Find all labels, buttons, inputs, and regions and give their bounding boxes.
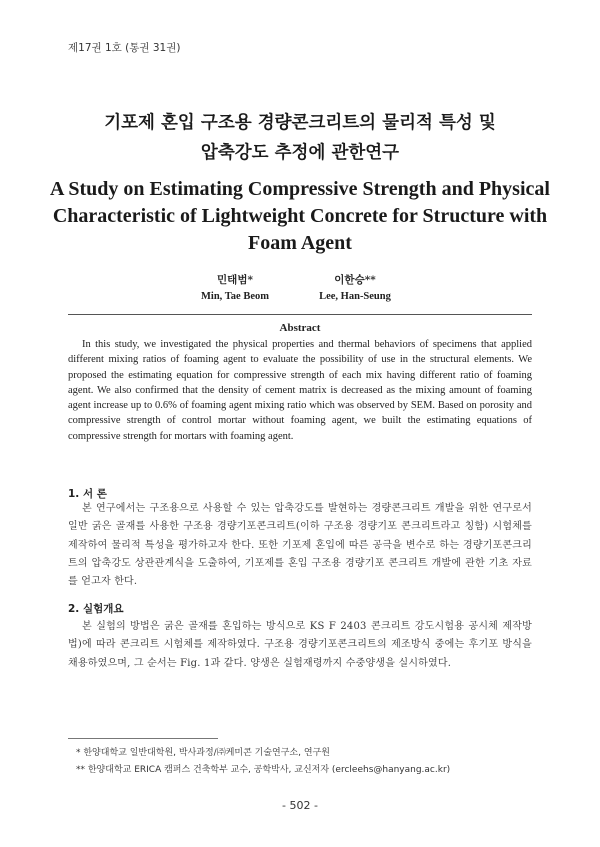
header-divider <box>68 314 532 315</box>
footnote-2: ** 한양대학교 ERICA 캠퍼스 건축학부 교수, 공학박사, 교신저자 (ercleehs@hanyang.ac.kr) <box>76 765 451 775</box>
korean-title-line-2: 압축강도 추정에 관한연구 <box>200 143 400 163</box>
section-1-text: 본 연구에서는 구조용으로 사용할 수 있는 압축강도를 발현하는 경량콘크리트 개발을 위한 연구로서 일반 굵은 골재를 사용한 구조용 경량기포콘크리트(이하 구조용 경량기포 콘크리트라고 칭함) 시험체를 제작하여 물리적 특성을 평가하고자 한다. 또한 기포제 혼입에 따른 공극을 변수로 하는 경량기포콘크리트의 압축강도 상관관계식을 도출하여, 기포제를 혼입 구조용 경량기포 콘크리트 개발에 관한 기초 자료를 얻고자 한다. <box>68 503 532 588</box>
author-2-korean-name: 이한승** <box>334 274 376 286</box>
journal-issue: 제17권 1호 (통권 31권) <box>68 42 181 54</box>
english-title <box>40 176 560 257</box>
author-1-korean-name: 민태범* <box>217 274 253 286</box>
section-1-heading: 1. 서 론 <box>68 488 107 500</box>
korean-title <box>40 108 560 168</box>
footnote-divider <box>68 738 218 739</box>
footnote-1: * 한양대학교 일반대학원, 박사과정/㈜케미콘 기술연구소, 연구원 <box>76 748 330 758</box>
author-1-english-name: Min, Tae Beom <box>201 291 269 302</box>
author-2 <box>285 272 425 304</box>
korean-title-line-1: 기포제 혼입 구조용 경량콘크리트의 물리적 특성 및 <box>104 113 496 133</box>
english-title-line-3: Foam Agent <box>248 232 352 254</box>
english-title-line-2: Characteristic of Lightweight Concrete for Structure with <box>52 205 548 227</box>
author-1 <box>165 272 305 304</box>
page-number: - 502 - <box>282 799 318 812</box>
english-title-line-1: A Study on Estimating Compressive Strength and Physical <box>50 178 550 200</box>
section-2-heading: 2. 실험개요 <box>68 603 124 615</box>
author-2-english-name: Lee, Han-Seung <box>319 291 391 302</box>
abstract-text: In this study, we investigated the physical properties and thermal behaviors of specimens that applied different mixing ratios of foaming agent to evaluate the possibility of use in the structural elements. We proposed the estimating equation for compressive strength of each mix having different ratio of foaming agent. We also confirmed that the density of cement matrix is decreased as the mixing amount of foaming agent increase up to 0.6% of foaming agent mixing ratio which was observed by SEM. Based on porosity and compressive strength of control mortar without foaming agent, we built the estimating equations of compressive strength for mortars with foaming agent. <box>68 339 532 442</box>
abstract-heading: Abstract <box>279 322 321 334</box>
section-2-text: 본 실험의 방법은 굵은 골재를 혼입하는 방식으로 KS F 2403 콘크리트 강도시험용 공시체 제작방법)에 따라 콘크리트 시험체를 제작하였다. 구조용 경량기포콘크리트의 제조방식 중에는 후기포 방식을 채용하였으며, 그 순서는 Fig. 1과 같다. 양생은 실험재령까지 수중양생을 실시하였다. <box>68 621 532 669</box>
